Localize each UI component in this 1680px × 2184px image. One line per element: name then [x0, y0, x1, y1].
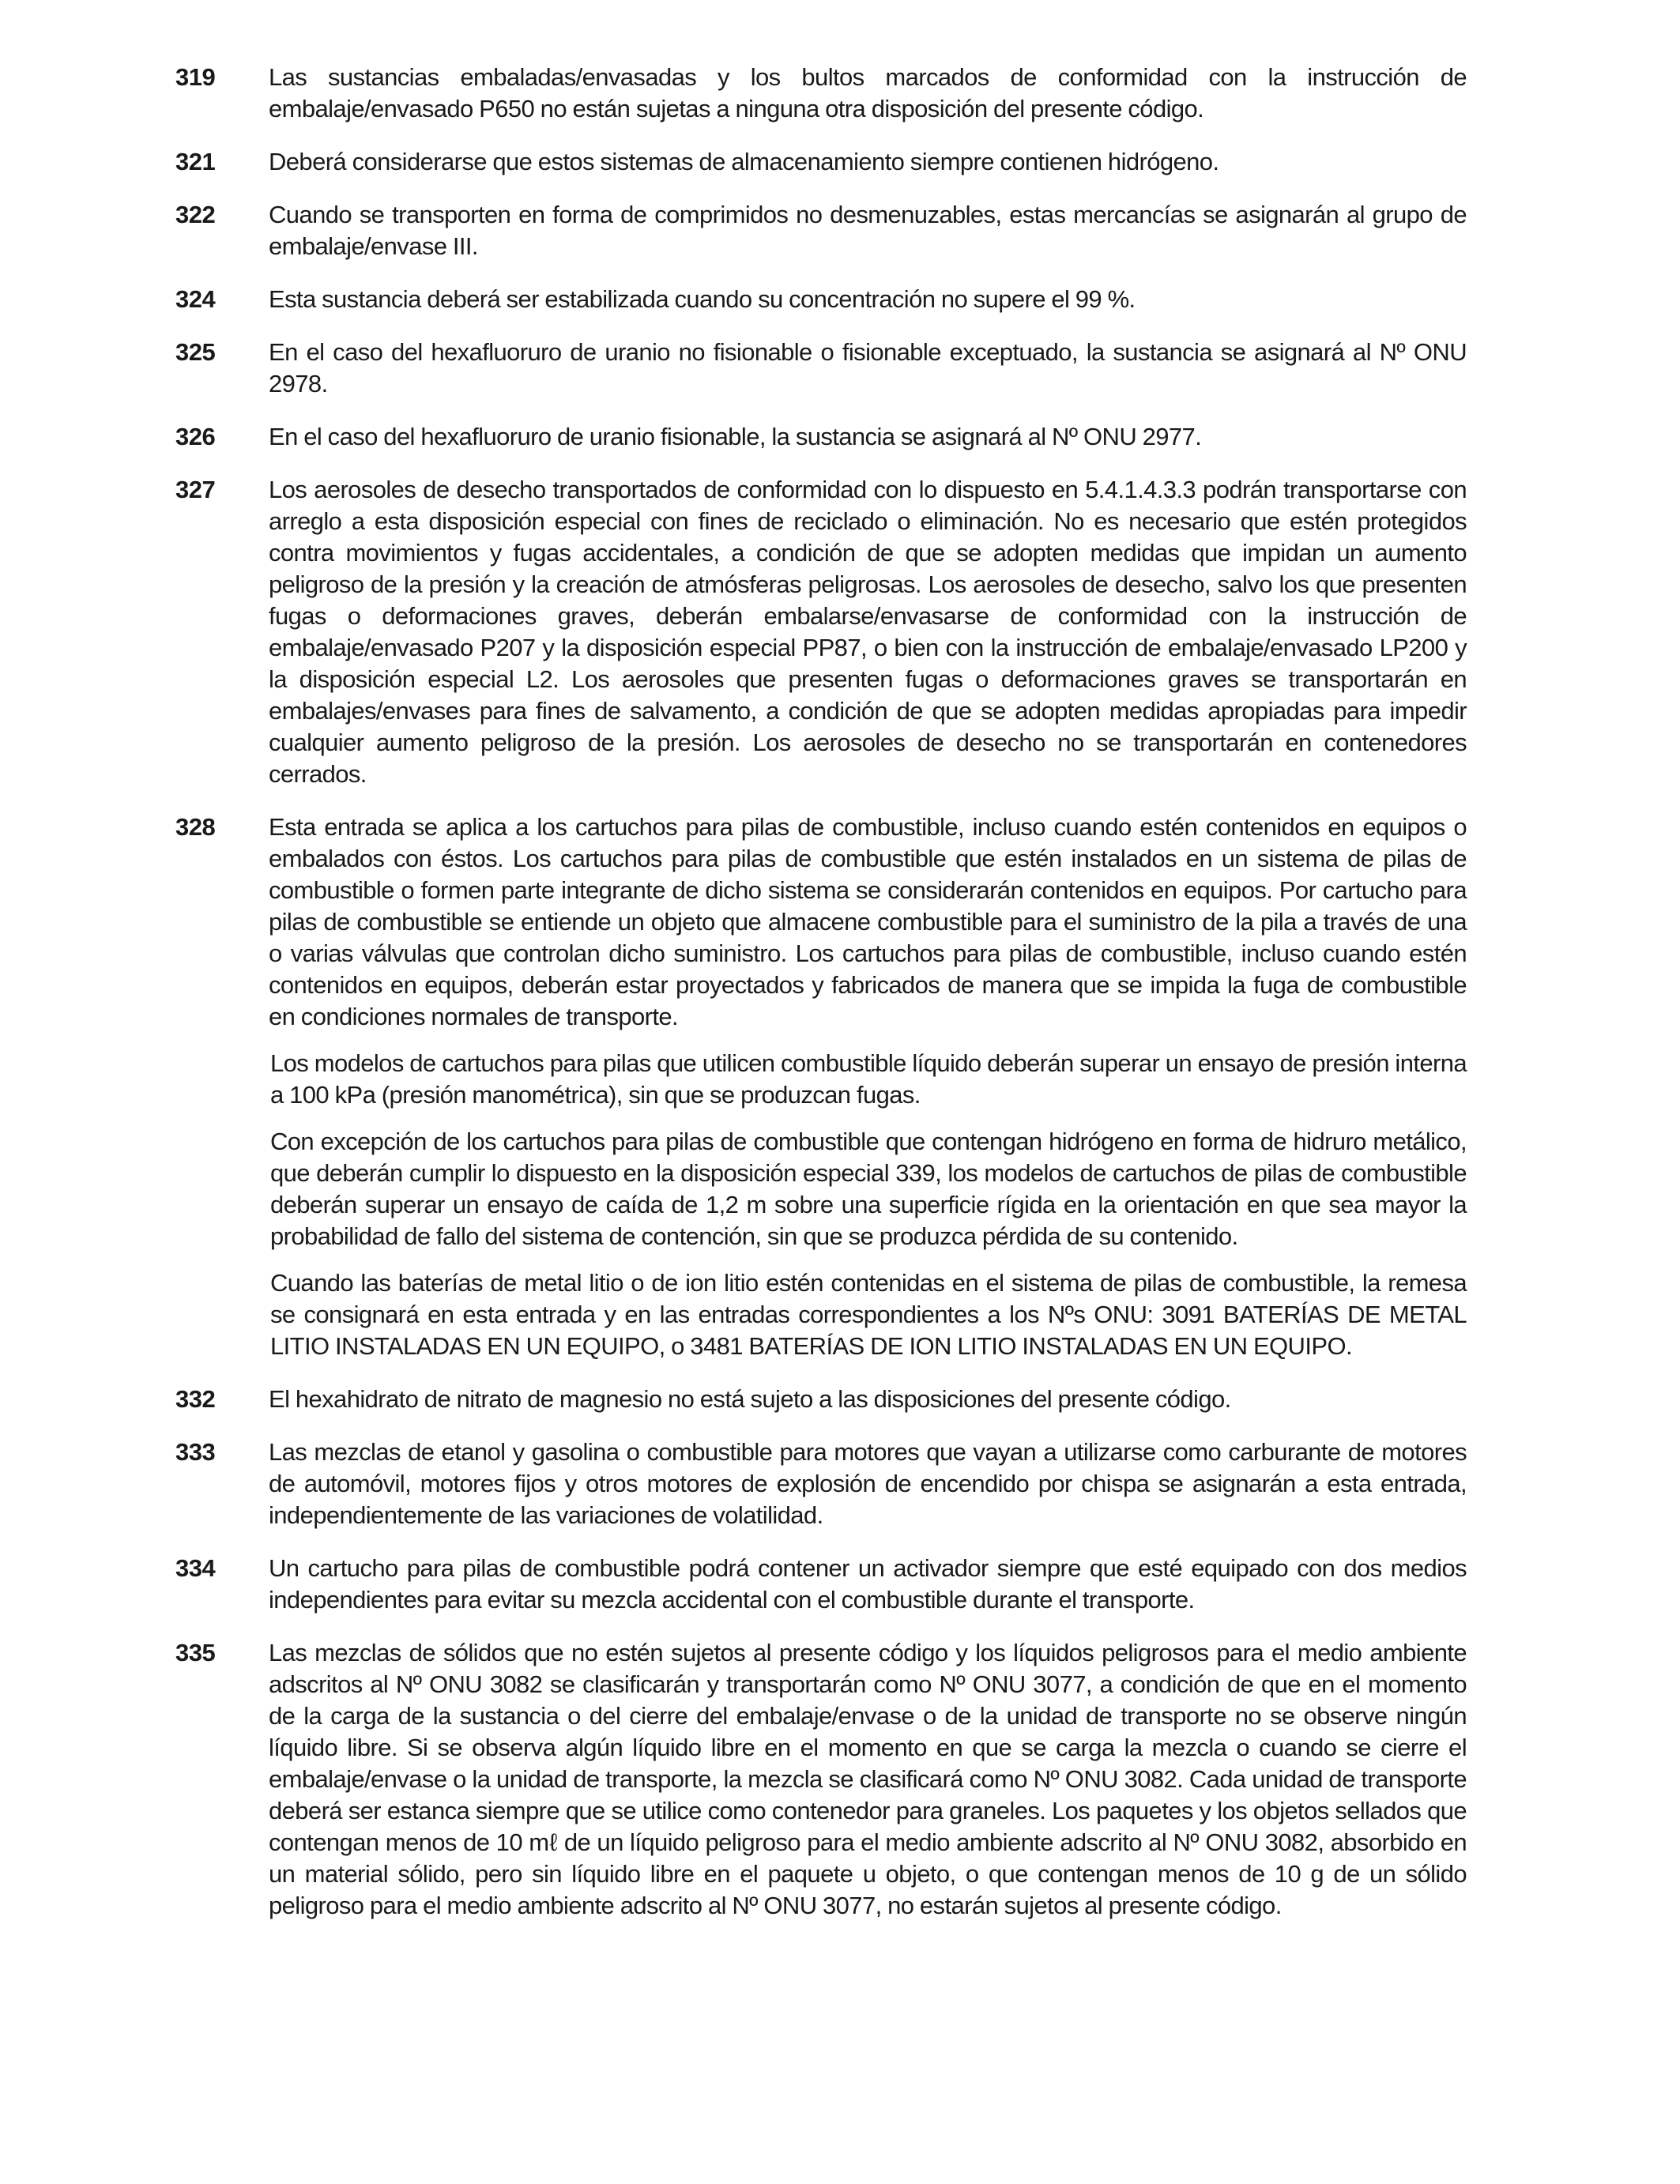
provision-number: 328: [175, 813, 216, 841]
provision-text: Un cartucho para pilas de combustible podrá contener un activador siempre que esté equipado con dos medios independientes para evitar su mezcla accidental con el combustible durante el transporte.: [269, 1554, 1467, 1614]
provision-number: 334: [175, 1554, 216, 1582]
provision-text: Con excepción de los cartuchos para pilas de combustible que contengan hidrógeno en forma de hidruro metálico, que deberán cumplir lo dispuesto en la disposición especial 339, los modelos de cartuchos de pilas de combustible deberán superar un ensayo de caída de 1,2 m sobre una superficie rígida en la orientación en que sea mayor la probabilidad de fallo del sistema de contención, sin que se produzca pérdida de su contenido.: [270, 1128, 1467, 1250]
provision-entry-333: [0, 1437, 1680, 1531]
provision-text: Esta entrada se aplica a los cartuchos para pilas de combustible, incluso cuando estén contenidos en equipos o embalados con éstos. Los cartuchos para pilas de combustible que estén instalados en un sistema de pilas de combustible o formen parte integrante de dicho sistema se considerarán contenidos en equipos. Por cartucho para pilas de combustible se entiende un objeto que almacene combustible para el suministro de la pila a través de una o varias válvulas que controlan dicho suministro. Los cartuchos para pilas de combustible, incluso cuando estén contenidos en equipos, deberán estar proyectados y fabricados de manera que se impida la fuga de combustible en condiciones normales de transporte.: [269, 813, 1467, 1030]
provision-entry-324: [0, 284, 1680, 315]
provision-number: 324: [175, 285, 216, 313]
provision-entry-334: [0, 1553, 1680, 1616]
document-page: [0, 62, 1680, 1943]
provision-text: Las mezclas de sólidos que no estén sujetos al presente código y los líquidos peligrosos para el medio ambiente adscritos al Nº ONU 3082 se clasificarán y transportarán como Nº ONU 3077, a condición de que en el momento de la carga de la sustancia o del cierre del embalaje/envase o de la unidad de transporte no se observe ningún líquido libre. Si se observa algún líquido libre en el momento en que se carga la mezcla o cuando se cierre el embalaje/envase o la unidad de transporte, la mezcla se clasificará como Nº ONU 3082. Cada unidad de transporte deberá ser estanca siempre que se utilice como contenedor para graneles. Los paquetes y los objetos sellados que contengan menos de 10 mℓ de un líquido peligroso para el medio ambiente adscrito al Nº ONU 3082, absorbido en un material sólido, pero sin líquido libre en el paquete u objeto, o que contengan menos de 10 g de un sólido peligroso para el medio ambiente adscrito al Nº ONU 3077, no estarán sujetos al presente código.: [269, 1639, 1467, 1919]
provision-entry-332: [0, 1384, 1680, 1415]
provision-entry-335: [0, 1637, 1680, 1922]
provision-entry-325: [0, 337, 1680, 400]
provision-entry-319: [0, 62, 1680, 125]
provision-entry-322: [0, 199, 1680, 262]
provision-text: Las mezclas de etanol y gasolina o combustible para motores que vayan a utilizarse como carburante de motores de automóvil, motores fijos y otros motores de explosión de encendido por chispa se asignarán a esta entrada, independientemente de las variaciones de volatilidad.: [269, 1438, 1467, 1529]
provision-text: El hexahidrato de nitrato de magnesio no está sujeto a las disposiciones del presente código.: [269, 1385, 1231, 1413]
provision-entry-321: [0, 146, 1680, 178]
provision-text: Las sustancias embaladas/envasadas y los bultos marcados de conformidad con la instrucción de embalaje/envasado P650 no están sujetas a ninguna otra disposición del presente código.: [269, 63, 1467, 122]
provision-number: 319: [175, 63, 216, 91]
provision-number: 321: [175, 148, 216, 175]
provision-text: Los modelos de cartuchos para pilas que utilicen combustible líquido deberán superar un ensayo de presión interna a 100 kPa (presión manométrica), sin que se produzcan fugas.: [270, 1049, 1467, 1109]
provision-text: Cuando las baterías de metal litio o de ion litio estén contenidas en el sistema de pilas de combustible, la remesa se consignará en esta entrada y en las entradas correspondientes a los Nºs ONU: 3091 BATERÍAS DE METAL LITIO INSTALADAS EN UN EQUIPO, o 3481 BATERÍAS DE ION LITIO INSTALADAS EN UN EQUIPO.: [270, 1269, 1467, 1360]
provision-number: 335: [175, 1639, 216, 1666]
provision-number: 333: [175, 1438, 216, 1466]
provision-number: 325: [175, 338, 216, 366]
provision-text: En el caso del hexafluoruro de uranio no fisionable o fisionable exceptuado, la sustancia se asignará al Nº ONU 2978.: [269, 338, 1467, 397]
provision-text: Esta sustancia deberá ser estabilizada cuando su concentración no supere el 99 %.: [269, 285, 1136, 313]
provision-number: 326: [175, 423, 216, 450]
provision-entry-327: [0, 474, 1680, 790]
provision-text: En el caso del hexafluoruro de uranio fisionable, la sustancia se asignará al Nº ONU 2977.: [269, 423, 1202, 450]
provision-entry-326: [0, 421, 1680, 453]
provision-text: Cuando se transporten en forma de comprimidos no desmenuzables, estas mercancías se asignarán al grupo de embalaje/envase III.: [269, 201, 1467, 260]
provision-text: Deberá considerarse que estos sistemas de almacenamiento siempre contienen hidrógeno.: [269, 148, 1219, 175]
provision-number: 332: [175, 1385, 216, 1413]
provision-text: Los aerosoles de desecho transportados de conformidad con lo dispuesto en 5.4.1.4.3.3 podrán transportarse con arreglo a esta disposición especial con fines de reciclado o eliminación. No es necesario que estén protegidos contra movimientos y fugas accidentales, a condición de que se adopten medidas que impidan un aumento peligroso de la presión y la creación de atmósferas peligrosas. Los aerosoles de desecho, salvo los que presenten fugas o deformaciones graves, deberán embalarse/envasarse de conformidad con la instrucción de embalaje/envasado P207 y la disposición especial PP87, o bien con la instrucción de embalaje/envasado LP200 y la disposición especial L2. Los aerosoles que presenten fugas o deformaciones graves se transportarán en embalajes/envases para fines de salvamento, a condición de que se adopten medidas apropiadas para impedir cualquier aumento peligroso de la presión. Los aerosoles de desecho no se transportarán en contenedores cerrados.: [269, 476, 1467, 788]
provision-number: 327: [175, 476, 216, 503]
provision-entry-328: [0, 811, 1680, 1362]
provision-number: 322: [175, 201, 216, 228]
